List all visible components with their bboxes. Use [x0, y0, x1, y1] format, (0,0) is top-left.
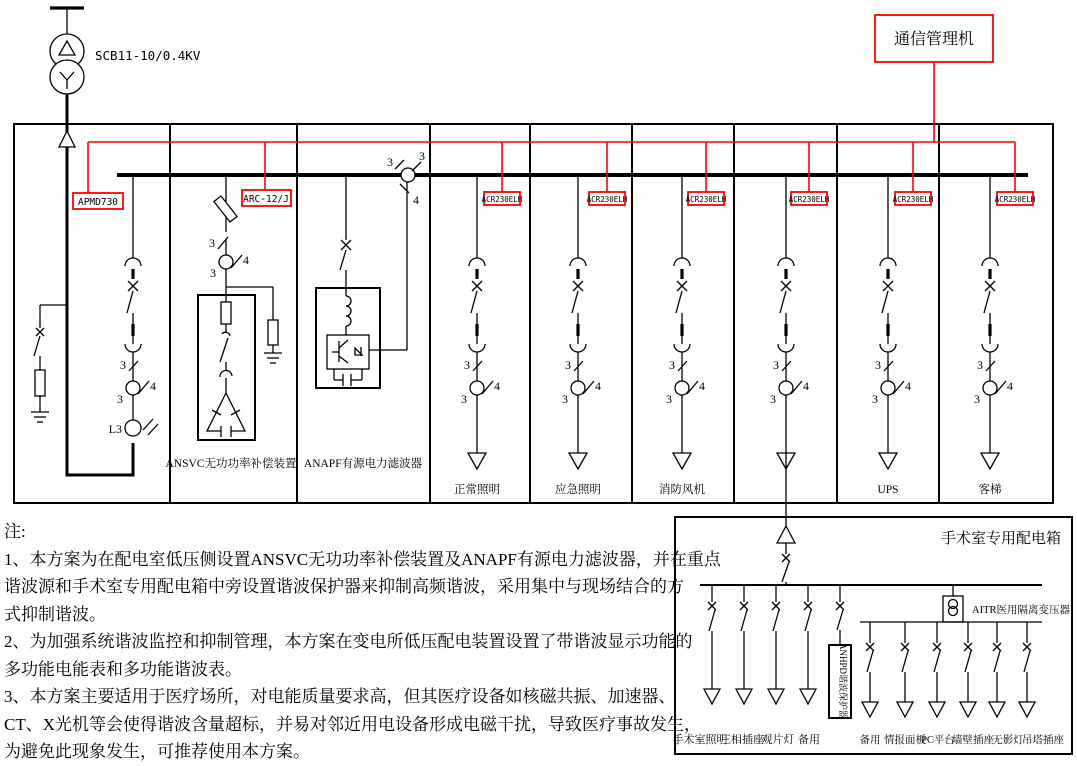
transformer-incomer: [50, 8, 201, 475]
arrester-symbol: [35, 370, 45, 396]
incoming-arrow: [777, 526, 795, 543]
ct-count-label: 3: [117, 392, 123, 406]
acr-meter-label: ACR230ELH: [685, 195, 727, 204]
load-caption-tower-socket: 吊塔插座: [1022, 735, 1064, 746]
load-caption-shadowless-lamp: 无影灯: [992, 735, 1024, 746]
notes-heading: 注:: [4, 522, 26, 541]
load-caption-spare: 备用: [859, 735, 881, 746]
ansvc-panel: [166, 175, 297, 470]
load-caption-film-viewer: 观片灯: [761, 734, 795, 746]
reactor-symbol: [346, 296, 351, 326]
feeder-caption-elevator: 客梯: [978, 484, 1002, 496]
load-caption-wall-socket: 墙壁插座: [952, 735, 994, 746]
arc-meter-label: ARC-12/J: [243, 194, 289, 205]
load-caption-or-lighting: 手术室照明: [672, 734, 728, 746]
anapf-cabinet-box: [316, 288, 380, 388]
load-caption-spare: 备用: [798, 734, 820, 746]
ct-count-label: 3: [120, 358, 126, 372]
energy-meter-symbol: [125, 420, 141, 436]
aitr-label: AITR医用隔离变压器: [972, 605, 1070, 616]
feeder-caption-normal-lighting: 正常照明: [454, 484, 500, 496]
comm-manager-label: 通信管理机: [893, 31, 975, 48]
incoming-arrow: [59, 131, 75, 147]
acr-meter-label: ACR230ELH: [994, 195, 1036, 204]
switchboard-outline: [14, 124, 1053, 503]
notes-line: 1、本方案为在配电室低压侧设置ANSVC无功功率补偿装置及ANAPF有源电力滤波器，并在重点: [4, 549, 721, 569]
comm-network: [73, 15, 1036, 209]
notes-line: 为避免此现象发生，可推荐使用本方案。: [4, 742, 310, 761]
feeder-caption-ups: UPS: [877, 484, 899, 496]
anapf-panel: [304, 149, 425, 470]
ct-wire-label: 4: [413, 193, 419, 207]
surgery-distribution-box: [673, 453, 1073, 754]
anhpd-label: ANHPD谐波保护器: [838, 642, 848, 720]
ansvc-caption: ANSVC无功功率补偿装置: [165, 458, 297, 470]
incomer-panel: [31, 175, 158, 436]
notes-line: 式抑制谐波。: [4, 604, 106, 624]
load-caption-pc-platform: PC平台: [921, 735, 955, 746]
ct-count-label: 3: [387, 155, 393, 169]
acr-meter-label: ACR230ELH: [892, 195, 934, 204]
ct-wire-label: 4: [243, 253, 249, 267]
ct-count-label: 3: [210, 266, 216, 280]
notes-line: 3、本方案主要适用于医疗场所，对电能质量要求高，但其医疗设备如核磁共振、加速器、: [4, 687, 676, 706]
l3-meter-label: L3: [108, 422, 122, 436]
load-caption-info-panel: 情报面板: [884, 735, 926, 746]
surgery-box-outline: [672, 517, 1072, 754]
ct-count-label: 3: [419, 149, 425, 163]
fuse-symbol: [221, 302, 231, 324]
load-caption-3ph-socket: 三相插座: [720, 734, 764, 746]
ct-count-label: 3: [209, 236, 215, 250]
feeder-caption-fire-fan: 消防风机: [659, 484, 705, 496]
anapf-caption: ANAPF有源电力滤波器: [303, 458, 423, 470]
acr-meter-label: ACR230ELH: [788, 195, 830, 204]
ct-wire-label: 4: [150, 379, 156, 393]
resistor-symbol: [268, 320, 278, 345]
surgery-box-title: 手术室专用配电箱: [940, 531, 1062, 547]
notes-line: 2、为加强系统谐波监控和抑制管理，本方案在变电所低压配电装置设置了带谐波显示功能的: [4, 632, 693, 651]
schematic-svg: 4 SCB11-10/0.4KV 3 3 4 L3 3 3 4 ANSVC无功功率补偿装置 3 3 4 ANAPF有源电力滤波器 正常照明 应急照明 消防风机 UPS 客梯 通信管理机 APMD730 ARC-12/J ACR230ELH ACR230ELH ACR230ELH ACR230ELH ACR230ELH ACR230ELH 手术室专用配电箱 手术室照明 三相插座 观片灯 备用 ANHPD谐波保护器 AITR医用隔离变压器 备用 情报面板 PC平台 墙壁插座 无影灯 吊塔插座: [0, 0, 1077, 766]
feeder-caption-emergency-lighting: 应急照明: [555, 484, 601, 496]
notes-line: CT、X光机等会使得谐波含量超标，并易对邻近用电设备形成电磁干扰，导致医疗事故发生，: [4, 714, 701, 734]
apmd-meter-label: APMD730: [77, 197, 119, 208]
acr-meter-label: ACR230ELH: [586, 195, 628, 204]
acr-meter-label: ACR230ELH: [481, 195, 523, 204]
notes-line: 谐波源和手术室专用配电箱中旁设置谐波保护器来抑制高频谐波，采用集中与现场结合的方: [4, 577, 684, 596]
notes-line: 多功能电能表和多功能谐波表。: [4, 659, 242, 679]
transformer-model-label: SCB11-10/0.4KV: [95, 48, 201, 63]
